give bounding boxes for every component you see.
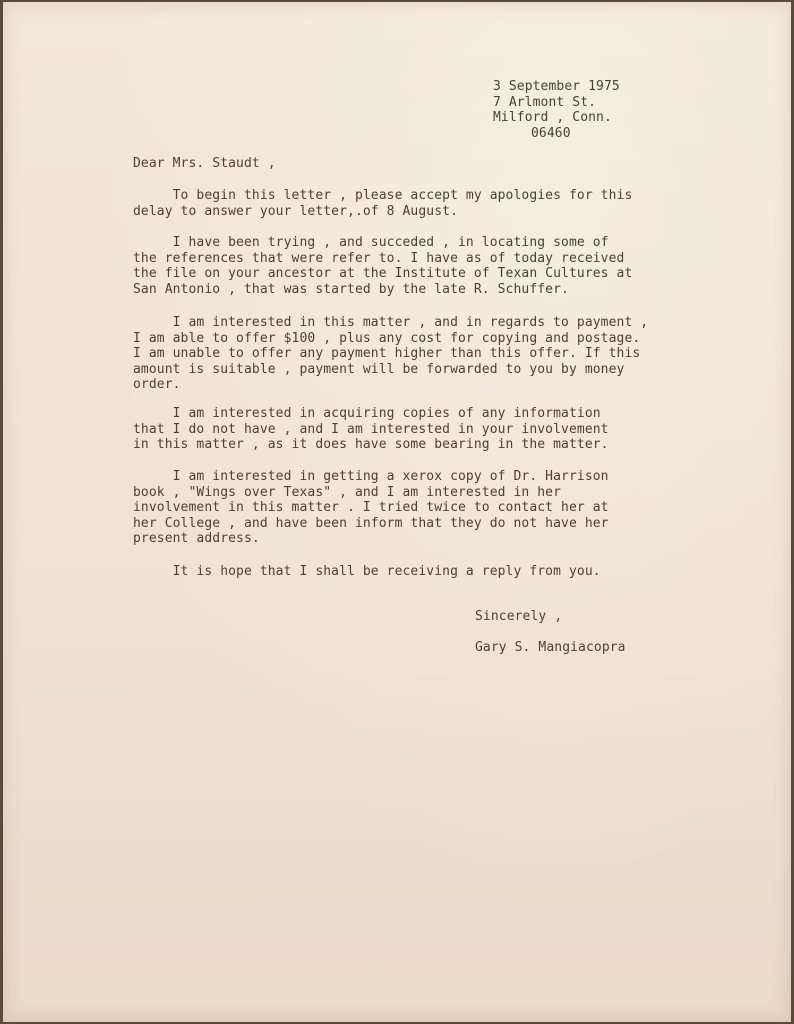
salutation: Dear Mrs. Staudt ,: [133, 156, 276, 171]
paragraph-line: present address.: [133, 531, 260, 547]
paragraph-line: I am able to offer $100 , plus any cost for copying and postage.: [133, 330, 641, 346]
paragraph-line: I am unable to offer any payment higher than this offer. If this: [133, 346, 641, 362]
paragraph-copies: [133, 406, 609, 453]
paragraph-apology: [133, 188, 632, 219]
letter-date: 3 September 1975: [493, 79, 620, 94]
paragraph-line: To begin this letter , please accept my apologies for this: [133, 188, 633, 203]
paragraph-line: I am interested in getting a xerox copy of Dr. Harrison: [133, 469, 609, 484]
paragraph-line: involvement in this matter . I tried twice to contact her at: [133, 500, 609, 516]
paragraph-line: her College , and have been inform that they do not have her: [133, 515, 609, 531]
paragraph-line: I am interested in this matter , and in regards to payment ,: [133, 315, 649, 330]
paragraph-line: I am interested in acquiring copies of any information: [133, 406, 601, 421]
address-street: 7 Arlmont St.: [493, 94, 597, 110]
paragraph-line: I have been trying , and succeded , in locating some of: [133, 235, 609, 250]
paragraph-line: order.: [133, 377, 181, 393]
paragraph-harrison-book: [133, 469, 609, 547]
paragraph-line: San Antonio , that was started by the late R. Schuffer.: [133, 281, 569, 297]
address-city: Milford , Conn.: [493, 110, 612, 125]
paragraph-line: delay to answer your letter,.of 8 August.: [133, 203, 458, 219]
paragraph-line: It is hope that I shall be receiving a reply from you.: [133, 564, 601, 579]
paragraph-references: [133, 235, 632, 297]
letter-page: [3, 2, 791, 1022]
paragraph-line: book , "Wings over Texas" , and I am interested in her: [133, 484, 562, 500]
paragraph-line: in this matter , as it does have some bearing in the matter.: [133, 437, 609, 453]
sender-address-block: [493, 79, 620, 141]
paragraph-payment: [133, 315, 648, 393]
closing: Sincerely ,: [475, 609, 563, 624]
paragraph-line: the file on your ancestor at the Institute of Texan Cultures at: [133, 266, 633, 282]
paragraph-line: that I do not have , and I am interested in your involvement: [133, 421, 609, 437]
paragraph-line: the references that were refer to. I have as of today received: [133, 250, 625, 266]
signature-name: Gary S. Mangiacopra: [475, 640, 626, 655]
address-zip: 06460: [531, 125, 571, 141]
paragraph-reply-hope: [133, 564, 601, 580]
paragraph-line: amount is suitable , payment will be forwarded to you by money: [133, 361, 625, 377]
